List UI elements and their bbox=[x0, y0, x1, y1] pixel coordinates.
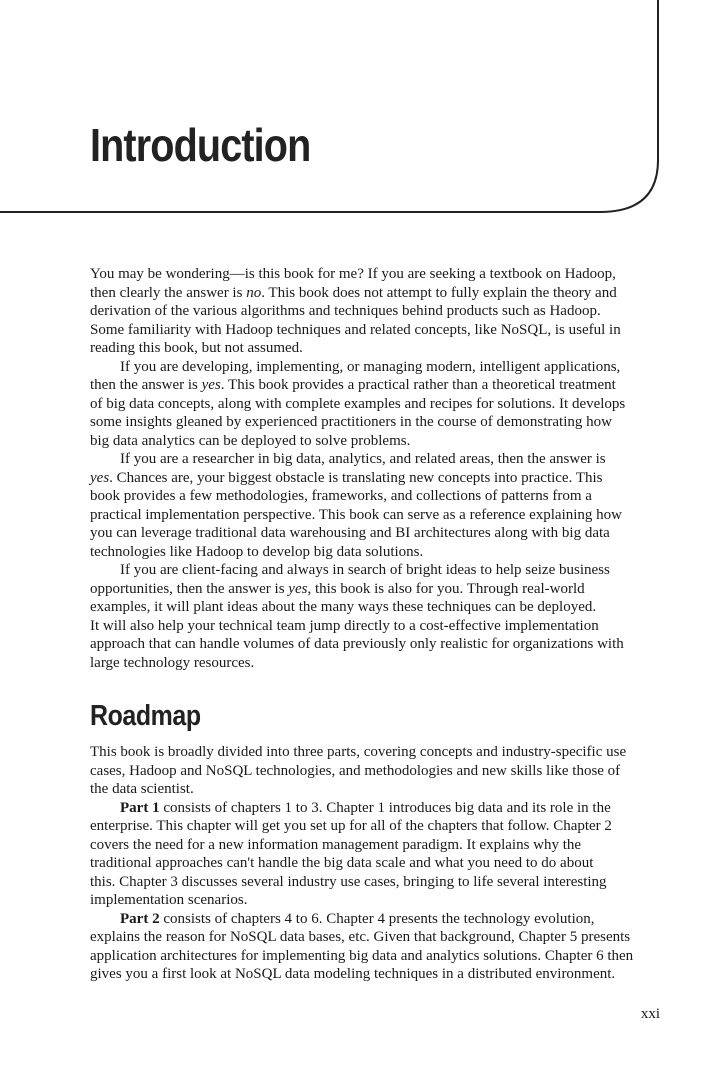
text-line bbox=[90, 506, 662, 525]
text-line bbox=[90, 635, 662, 654]
text-line bbox=[90, 817, 662, 836]
text-line bbox=[90, 284, 662, 303]
text-line bbox=[90, 395, 662, 414]
text-run: of big data concepts, along with complete examples and recipes for solutions. It develops bbox=[90, 395, 626, 412]
text-line bbox=[90, 432, 662, 451]
text-line bbox=[90, 321, 662, 340]
italic-text: yes bbox=[201, 377, 221, 393]
text-run: then the answer is bbox=[90, 377, 202, 393]
text-line bbox=[90, 598, 662, 617]
text-line bbox=[90, 617, 662, 636]
text-line bbox=[90, 487, 662, 506]
text-run: big data analytics can be deployed to solve problems. bbox=[90, 432, 411, 449]
text-run: If you are a researcher in big data, analytics, and related areas, then the answer is bbox=[120, 451, 606, 467]
text-line bbox=[90, 265, 662, 284]
text-run: implementation scenarios. bbox=[90, 892, 248, 908]
bold-text: Part 1 bbox=[120, 799, 160, 816]
text-run: It will also help your technical team jump directly to a cost-effective implementation bbox=[90, 617, 599, 634]
text-line bbox=[90, 339, 662, 358]
text-line bbox=[90, 469, 662, 488]
text-run: practical implementation perspective. This book can serve as a reference explaining how bbox=[90, 506, 623, 523]
text-run: consists of chapters 1 to 3. Chapter 1 introduces big data and its role in the bbox=[159, 799, 611, 816]
text-run: book provides a few methodologies, frameworks, and collections of patterns from a bbox=[90, 488, 592, 504]
text-run: covers the need for a new information management paradigm. It explains why the bbox=[90, 836, 582, 853]
text-run: . This book does not attempt to fully explain the theory and bbox=[261, 284, 617, 301]
text-run: application architectures for implementing big data and analytics solutions. Chapter 6 then bbox=[90, 947, 634, 964]
text-run: . This book provides a practical rather than a theoretical treatment bbox=[220, 377, 616, 393]
paragraph bbox=[90, 450, 662, 561]
text-line bbox=[90, 561, 662, 580]
text-run: you can leverage traditional data warehousing and BI architectures along with big data bbox=[90, 525, 610, 541]
text-run: enterprise. This chapter will get you set up for all of the chapters that follow. Chapter 2 bbox=[90, 818, 612, 834]
text-line bbox=[90, 910, 662, 929]
text-run: examples, it will plant ideas about the many ways these techniques can be deployed. bbox=[90, 599, 597, 615]
paragraph bbox=[90, 358, 662, 451]
text-run: . Chances are, your biggest obstacle is translating new concepts into practice. This bbox=[109, 469, 603, 486]
text-line bbox=[90, 780, 662, 799]
roadmap-heading: Roadmap bbox=[90, 700, 201, 732]
text-line bbox=[90, 358, 662, 377]
text-run: , this book is also for you. Through real-world bbox=[307, 580, 585, 597]
italic-text: yes bbox=[90, 469, 110, 486]
text-run: opportunities, then the answer is bbox=[90, 580, 289, 597]
text-run: the data scientist. bbox=[90, 781, 194, 797]
introduction-body bbox=[90, 265, 662, 672]
chapter-title: Introduction bbox=[90, 119, 311, 171]
paragraph bbox=[90, 743, 662, 799]
text-line bbox=[90, 854, 662, 873]
text-run: technologies like Hadoop to develop big data solutions. bbox=[90, 543, 424, 560]
paragraph bbox=[90, 799, 662, 910]
text-run: consists of chapters 4 to 6. Chapter 4 presents the technology evolution, bbox=[159, 910, 595, 927]
text-run: large technology resources. bbox=[90, 654, 255, 671]
text-line bbox=[90, 524, 662, 543]
text-run: traditional approaches can't handle the big data scale and what you need to do about bbox=[90, 855, 594, 871]
text-line bbox=[90, 580, 662, 599]
text-line bbox=[90, 450, 662, 469]
text-run: then clearly the answer is bbox=[90, 284, 247, 301]
roadmap-body bbox=[90, 743, 662, 984]
text-run: You may be wondering—is this book for me? If you are seeking a textbook on Hadoop, bbox=[90, 266, 616, 282]
text-line bbox=[90, 928, 662, 947]
paragraph bbox=[90, 910, 662, 984]
italic-text: yes bbox=[288, 580, 308, 597]
text-line bbox=[90, 947, 662, 966]
text-run: explains the reason for NoSQL data bases, etc. Given that background, Chapter 5 presents bbox=[90, 929, 631, 945]
text-run: this. Chapter 3 discusses several industry use cases, bringing to life several interesting bbox=[90, 873, 607, 890]
text-line bbox=[90, 762, 662, 781]
text-line bbox=[90, 799, 662, 818]
bold-text: Part 2 bbox=[120, 910, 160, 927]
text-run: If you are client-facing and always in search of bright ideas to help seize business bbox=[120, 562, 610, 578]
text-line bbox=[90, 965, 662, 984]
text-line bbox=[90, 654, 662, 673]
text-run: This book is broadly divided into three parts, covering concepts and industry-specific use bbox=[90, 744, 627, 760]
text-run: approach that can handle volumes of data previously only realistic for organizations with bbox=[90, 636, 624, 652]
text-line bbox=[90, 302, 662, 321]
italic-text: no bbox=[246, 284, 262, 301]
text-run: Some familiarity with Hadoop techniques and related concepts, like NoSQL, is useful in bbox=[90, 321, 621, 338]
page-number: xxi bbox=[640, 1006, 660, 1022]
text-run: derivation of the various algorithms and techniques behind products such as Hadoop. bbox=[90, 303, 601, 319]
chapter-header-frame bbox=[0, 0, 720, 230]
paragraph bbox=[90, 265, 662, 358]
text-line bbox=[90, 873, 662, 892]
text-line bbox=[90, 743, 662, 762]
paragraph bbox=[90, 561, 662, 672]
text-run: some insights gleaned by experienced practitioners in the course of demonstrating how bbox=[90, 414, 612, 430]
text-run: reading this book, but not assumed. bbox=[90, 340, 303, 356]
text-run: cases, Hadoop and NoSQL technologies, and methodologies and new skills like those of bbox=[90, 762, 621, 779]
text-line bbox=[90, 836, 662, 855]
text-line bbox=[90, 376, 662, 395]
text-line bbox=[90, 543, 662, 562]
text-line bbox=[90, 413, 662, 432]
text-run: gives you a first look at NoSQL data modeling techniques in a distributed environment. bbox=[90, 966, 616, 982]
text-run: If you are developing, implementing, or managing modern, intelligent applications, bbox=[120, 358, 621, 375]
text-line bbox=[90, 891, 662, 910]
